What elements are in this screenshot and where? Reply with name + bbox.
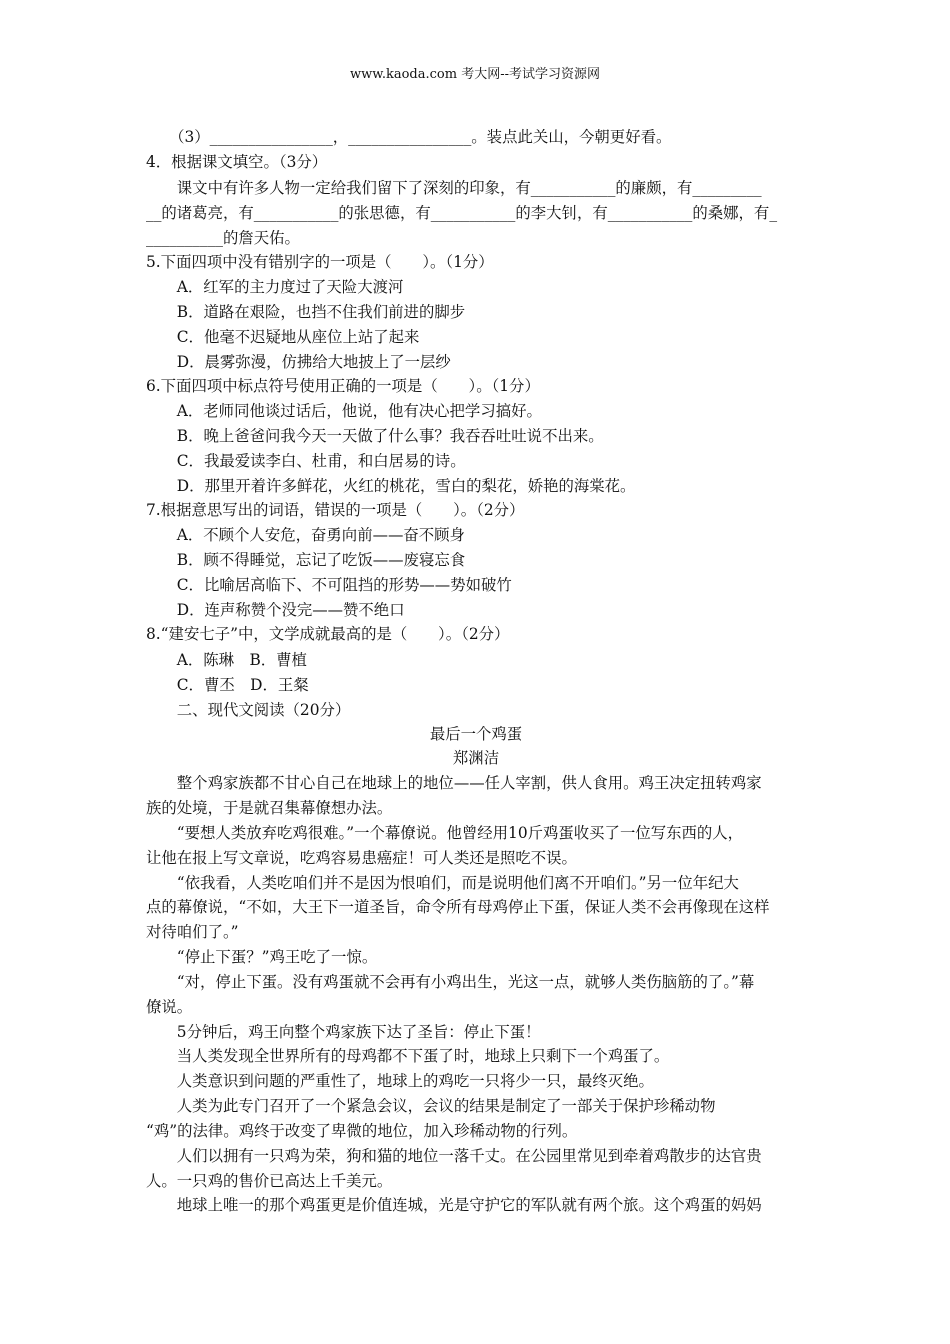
option-line: B．晚上爸爸问我今天一天做了什么事？我吞吞吐吐说不出来。 [146, 427, 604, 445]
paragraph-line: 当人类发现全世界所有的母鸡都不下蛋了时，地球上只剩下一个鸡蛋了。 [146, 1047, 670, 1065]
option-line: C．我最爱读李白、杜甫，和白居易的诗。 [146, 452, 466, 470]
paragraph-line: 人们以拥有一只鸡为荣，狗和猫的地位一落千丈。在公园里常见到牵着鸡散步的达官贵 [146, 1147, 762, 1165]
page-header: www.kaoda.com 考大网--考试学习资源网 [350, 67, 600, 82]
option-line: D．晨雾弥漫，仿拂给大地披上了一层纱 [146, 353, 451, 371]
question-7-heading: 7.根据意思写出的词语，错误的一项是（ ）。（2分） [146, 501, 525, 519]
paragraph-line: “鸡”的法律。鸡终于改变了卑微的地位，加入珍稀动物的行列。 [146, 1122, 578, 1140]
question-4-heading: 4．根据课文填空。（3分） [146, 153, 328, 171]
text-line: 课文中有许多人物一定给我们留下了深刻的印象，有___________的廉颇，有_________ [146, 179, 762, 197]
article-title: 最后一个鸡蛋 [429, 725, 523, 743]
option-line: C．曹丕 D．王粲 [146, 676, 309, 694]
option-line: A．红军的主力度过了天险大渡河 [146, 278, 404, 296]
paragraph-line: 点的幕僚说，“不如，大王下一道圣旨，命令所有母鸡停止下蛋，保证人类不会再像现在这样 [146, 898, 770, 916]
text-line: __________的詹天佑。 [146, 229, 300, 247]
paragraph-line: 人类为此专门召开了一个紧急会议，会议的结果是制定了一部关于保护珍稀动物 [146, 1097, 716, 1115]
question-5-heading: 5.下面四项中没有错别字的一项是（ ）。（1分） [146, 253, 494, 271]
question-6-heading: 6.下面四项中标点符号使用正确的一项是（ ）。（1分） [146, 377, 540, 395]
option-line: B．顾不得睡觉，忘记了吃饭——废寝忘食 [146, 551, 466, 569]
paragraph-line: 5分钟后，鸡王向整个鸡家族下达了圣旨：停止下蛋！ [146, 1023, 541, 1041]
section-heading: 二、现代文阅读（20分） [146, 701, 351, 719]
paragraph-line: 族的处境，于是就召集幕僚想办法。 [146, 799, 393, 817]
paragraph-line: “停止下蛋？”鸡王吃了一惊。 [146, 948, 378, 966]
option-line: C．他毫不迟疑地从座位上站了起来 [146, 328, 420, 346]
option-line: A．不顾个人安危，奋勇向前——奋不顾身 [146, 526, 465, 544]
paragraph-line: “对，停止下蛋。没有鸡蛋就不会再有小鸡出生，光这一点，就够人类伤脑筋的了。”幕 [146, 973, 755, 991]
paragraph-line: 对待咱们了。” [146, 923, 239, 941]
paragraph-line: 僚说。 [146, 998, 193, 1016]
paragraph-line: 人类意识到问题的严重性了，地球上的鸡吃一只将少一只，最终灭绝。 [146, 1072, 654, 1090]
text-line: __的诸葛亮，有___________的张思德，有___________的李大钊，有___________的桑娜，有_ [146, 204, 778, 222]
option-line: D．连声称赞个没完——赞不绝口 [146, 601, 405, 619]
option-line: A．老师同他谈过话后，他说，他有决心把学习搞好。 [146, 402, 542, 420]
article-author: 郑渊洁 [452, 749, 500, 767]
option-line: D．那里开着许多鲜花，火红的桃花，雪白的梨花，娇艳的海棠花。 [146, 477, 636, 495]
paragraph-line: 人。一只鸡的售价已高达上千美元。 [146, 1172, 393, 1190]
question-8-heading: 8.“建安七子”中，文学成就最高的是（ ）。（2分） [146, 625, 510, 643]
paragraph-line: “依我看，人类吃咱们并不是因为恨咱们，而是说明他们离不开咱们。”另一位年纪大 [146, 874, 739, 892]
paragraph-line: 让他在报上写文章说，吃鸡容易患癌症！可人类还是照吃不误。 [146, 849, 577, 867]
option-line: A．陈琳 B．曹植 [146, 651, 307, 669]
paragraph-line: 地球上唯一的那个鸡蛋更是价值连城，光是守护它的军队就有两个旅。这个鸡蛋的妈妈 [146, 1196, 762, 1214]
paragraph-line: “要想人类放弃吃鸡很难。”一个幕僚说。他曾经用10斤鸡蛋收买了一位写东西的人， [146, 824, 744, 842]
text-line: （3）________________，________________。装点此关山，今朝更好看。 [146, 128, 672, 146]
paragraph-line: 整个鸡家族都不甘心自己在地球上的地位——任人宰割，供人食用。鸡王决定扭转鸡家 [146, 774, 762, 792]
option-line: B．道路在艰险，也挡不住我们前进的脚步 [146, 303, 466, 321]
option-line: C．比喻居高临下、不可阻挡的形势——势如破竹 [146, 576, 512, 594]
